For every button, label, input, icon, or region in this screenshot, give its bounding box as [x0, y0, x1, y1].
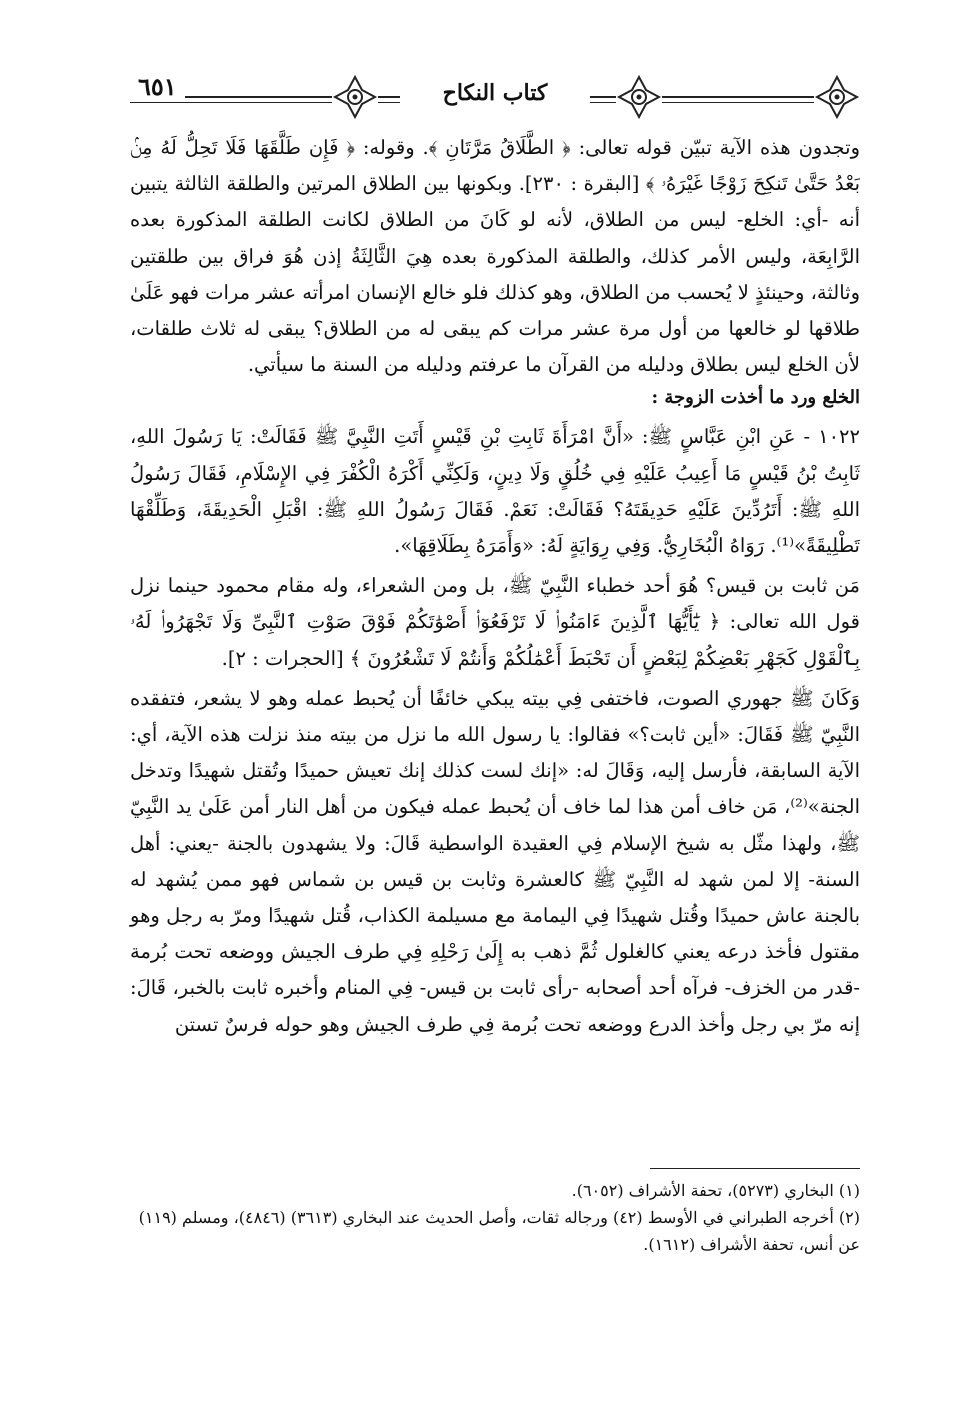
footnote: (١) البخاري (٥٢٧٣)، تحفة الأشراف (٦٠٥٢).: [571, 1181, 860, 1200]
chapter-title: كتاب النكاح: [400, 80, 590, 106]
body-paragraph: وتجدون هذه الآية تبيّن قوله تعالى: ﴿ الطَّلَاقُ مَرَّتَانِ ﴾. وقوله: ﴿ فَإِن طَلَّقَهَا فَلَا تَحِلُّ لَهُ مِنۢ بَعْدُ حَتَّىٰ تَنكِحَ زَوْجًا غَيْرَهُۥ ﴾ [البقرة : ٢٣٠]. وبكونها بين الطلاق المرتين والطلقة الثالثة يتبين أنه -أي: الخلع- ليس من الطلاق، لأنه لو كَانَ من الطلاق لكانت الطلقة المذكورة بعده الرَّابِعَة، وليس الأمر كذلك، والطلقة المذكورة بعده هِيَ الثَّالِثَةُ إذن هُوَ فراق بين طلقتين وثالثة، وحينئذٍ لا يُحسب من الطلاق، وهو كذلك فلو خالع الإنسان امرأته عشر مرات فهو عَلَىٰ طلاقها لو خالعها من أول مرة عشر مرات كم يبقى له من الطلاق؟ يبقى له ثلاث طلقات، لأن الخلع ليس بطلاق ودليله من القرآن ما عرفتم ودليله من السنة ما سيأتي.: [130, 136, 860, 377]
body-paragraph: مَن ثابت بن قيس؟ هُوَ أحد خطباء النَّبِيّ ﷺ، بل ومن الشعراء، وله مقام محمود حينما نزل قول الله تعالى: ﴿ يَٰٓأَيُّهَا ٱلَّذِينَ ءَامَنُوا۟ لَا تَرْفَعُوٓا۟ أَصْوَٰتَكُمْ فَوْقَ صَوْتِ ٱلنَّبِىِّ وَلَا تَجْهَرُوا۟ لَهُۥ بِٱلْقَوْلِ كَجَهْرِ بَعْضِكُمْ لِبَعْضٍ أَن تَحْبَطَ أَعْمَٰلُكُمْ وَأَنتُمْ لَا تَشْعُرُونَ ﴾ [الحجرات : ٢].: [130, 574, 860, 670]
ornament-icon: [814, 74, 860, 120]
section-heading: الخلع ورد ما أخذت الزوجة :: [651, 387, 860, 409]
ornament-icon: [332, 74, 378, 120]
page-header: [130, 72, 860, 124]
body-paragraph: وَكَانَ ﷺ جهوري الصوت، فاختفى فِي بيته يبكي خائفًا أن يُحبط عمله وهو لا يشعر، فتفقده النَّبِيّ ﷺ فَقَالَ: «أين ثابت؟» فقالوا: يا رسول الله ما نزل من بيته منذ نزلت هذه الآية، أي: الآية السابقة، فأرسل إليه، وَقَالَ له: «إنك لست كذلك إنك تعيش حميدًا وتُقتل شهيدًا وتدخل الجنة»⁽²⁾، مَن خاف أمن هذا لما خاف أن يُحبط عمله فيكون من أهل النار أمن عَلَىٰ يد النَّبِيّ ﷺ، ولهذا مثّل به شيخ الإسلام فِي العقيدة الواسطية قَالَ: ولا يشهدون بالجنة -يعني: أهل السنة- إلا لمن شهد له النَّبِيّ ﷺ كالعشرة وثابت بن قيس بن شماس فهو ممن يُشهد له بالجنة عاش حميدًا وقُتل شهيدًا فِي اليمامة مع مسيلمة الكذاب، قُتل شهيدًا ومرّ به رجل وهو مقتول فأخذ درعه يعني كالغلول ثُمَّ ذهب به إِلَىٰ رَحْلِهِ فِي طرف الجيش ووضعه تحت بُرمة -قدر من الخزف- فرآه أحد أصحابه -رأى ثابت بن قيس- فِي المنام وأخبره ثابت بالخبر، قَالَ: إنه مرّ بي رجل وأخذ الدرع ووضعه تحت بُرمة فِي طرف الجيش وهو حوله فرسٌ تستن: [130, 686, 860, 1036]
footnote: (٢) أخرجه الطبراني في الأوسط (٤٢) ورجاله ثقات، وأصل الحديث عند البخاري (٣٦١٣) (٤٨٤٦)، ومسلم (١١٩) عن أنس، تحفة الأشراف (١٦١٢).: [138, 1208, 860, 1254]
page-number: ٦٥١: [130, 72, 185, 101]
page-body: [130, 130, 860, 1043]
hadith-text: ١٠٢٢ - عَنِ ابْنِ عَبَّاسٍ ﷺ: «أَنَّ امْرَأَةَ ثَابِتِ بْنِ قَيْسٍ أَتَتِ النَّبِيَّ ﷺ فَقَالَتْ: يَا رَسُولَ اللهِ، ثَابِتُ بْنُ قَيْسٍ مَا أَعِيبُ عَلَيْهِ فِي خُلُقٍ وَلَا دِينٍ، وَلَكِنِّي أَكْرَهُ الْكُفْرَ فِي الإِسْلَامِ، فَقَالَ رَسُولُ اللهِ ﷺ: أَتَرُدِّينَ عَلَيْهِ حَدِيقَتَهُ؟ فَقَالَتْ: نَعَمْ. فَقَالَ رَسُولُ اللهِ ﷺ: اقْبَلِ الْحَدِيقَةَ، وَطَلِّقْهَا تَطْلِيقَةً»⁽¹⁾. رَوَاهُ الْبُخَارِيُّ. وَفِي رِوَايَةٍ لَهُ: «وَأَمَرَهُ بِطَلَاقِهَا».: [130, 425, 860, 558]
ornament-icon: [616, 74, 662, 120]
footnotes: [130, 1168, 860, 1258]
footnote-rule: [650, 1168, 860, 1169]
